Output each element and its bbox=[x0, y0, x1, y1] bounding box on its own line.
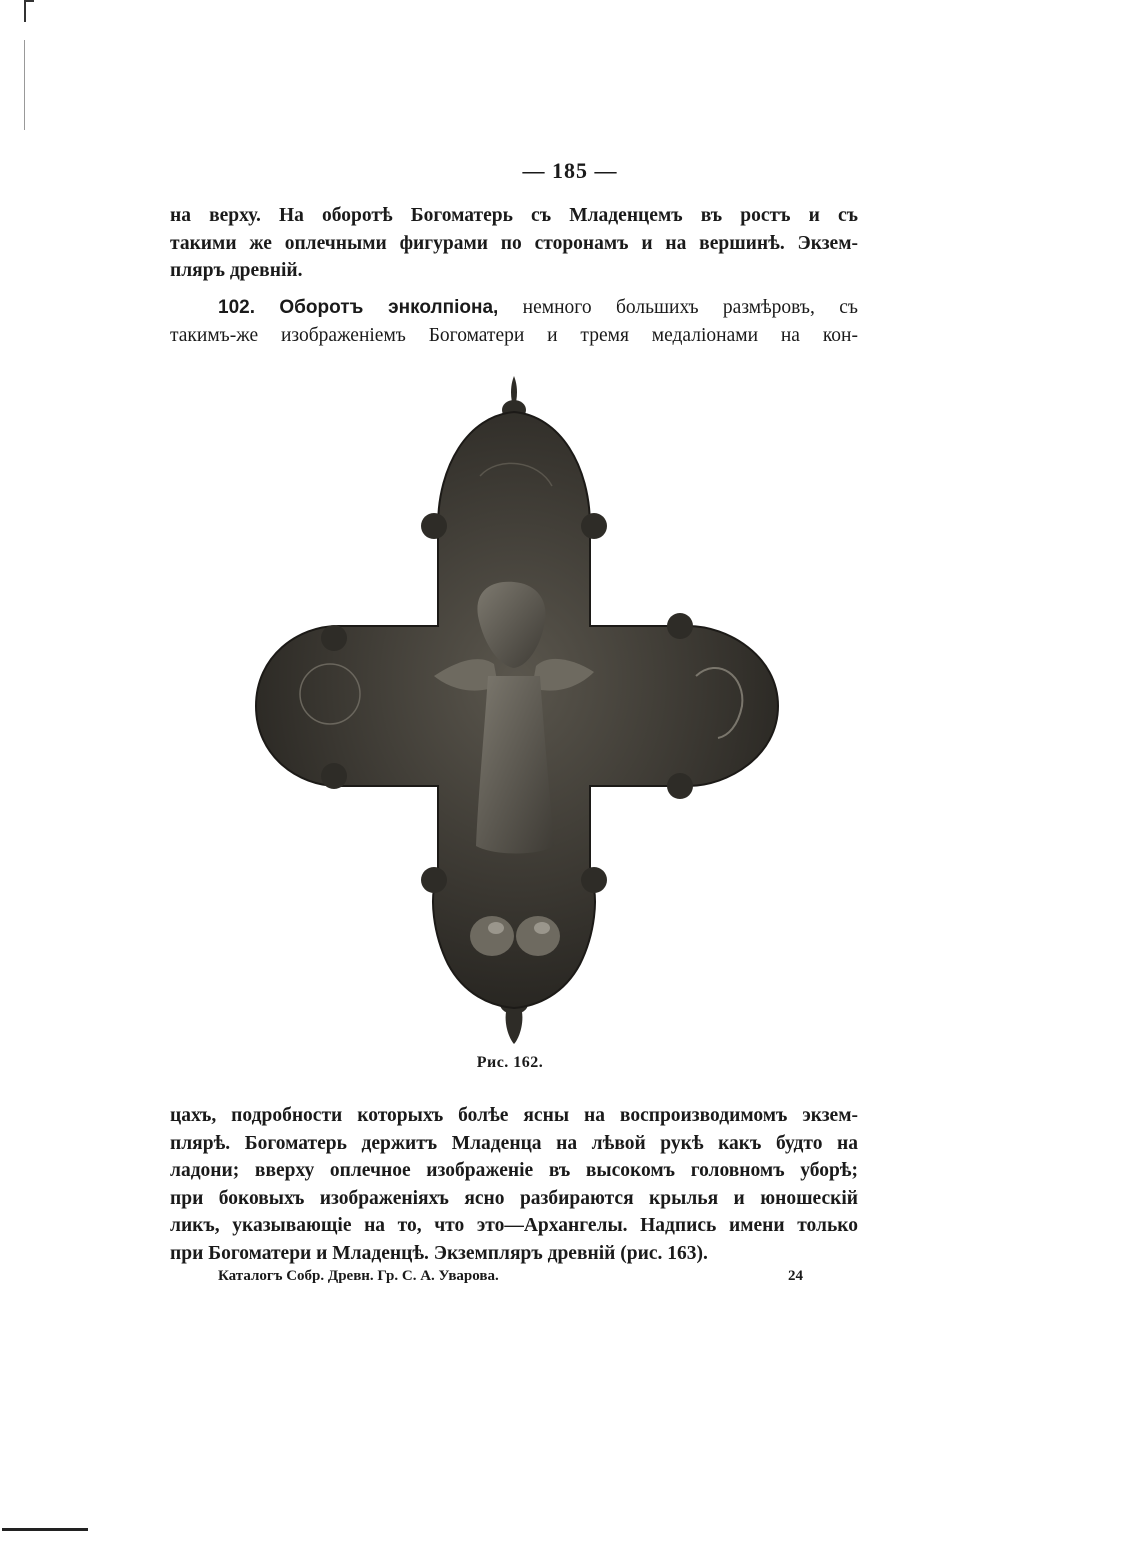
footer-signature-number: 24 bbox=[788, 1268, 803, 1284]
paragraph-continuation bbox=[170, 202, 858, 285]
scan-bottom-line bbox=[2, 1528, 88, 1531]
text-line: плярѣ. Богоматерь держитъ Младенца на лѣвой рукѣ какъ будто на bbox=[170, 1132, 858, 1154]
page-number: — 185 — bbox=[522, 158, 618, 183]
text-line: такимъ-же изображеніемъ Богоматери и тремя медаліонами на кон- bbox=[170, 324, 858, 346]
text-line: при боковыхъ изображеніяхъ ясно разбираются крылья и юношескій bbox=[170, 1187, 858, 1209]
scan-edge-mark bbox=[24, 0, 26, 22]
catalog-entry-102 bbox=[170, 294, 858, 349]
text-line: ладони; вверху оплечное изображеніе въ высокомъ головномъ уборѣ; bbox=[170, 1160, 858, 1181]
text-line: такими же оплечными фигурами по сторонамъ и на вершинѣ. Экзем- bbox=[170, 232, 858, 254]
footer-catalog-title: Каталогъ Собр. Древн. Гр. С. А. Уварова. bbox=[218, 1268, 499, 1284]
text-line: на верху. На оборотѣ Богоматерь съ Младенцемъ въ ростъ и съ bbox=[170, 205, 858, 226]
text-line: при Богоматери и Младенцѣ. Экземпляръ древній (рис. 163). bbox=[170, 1242, 708, 1264]
encolpion-cross-image bbox=[248, 376, 788, 1048]
figure-caption: Рис. 162. bbox=[476, 1054, 544, 1071]
entry-text: немного большихъ размѣровъ, съ bbox=[498, 297, 858, 318]
entry-first-line bbox=[170, 294, 858, 322]
text-line: цахъ, подробности которыхъ болѣе ясны на воспроизводимомъ экзем- bbox=[170, 1105, 858, 1126]
text-line: пляръ древній. bbox=[170, 260, 303, 281]
entry-number: 102. bbox=[218, 297, 255, 318]
encolpion-figure bbox=[248, 376, 788, 1048]
paragraph-continuation-2 bbox=[170, 1102, 858, 1267]
scan-edge-mark bbox=[26, 0, 34, 2]
entry-heading: Оборотъ энколпіона, bbox=[279, 297, 499, 318]
text-line: ликъ, указывающіе на то, что это—Архангелы. Надпись имени только bbox=[170, 1215, 858, 1236]
scan-edge-line bbox=[24, 40, 25, 130]
